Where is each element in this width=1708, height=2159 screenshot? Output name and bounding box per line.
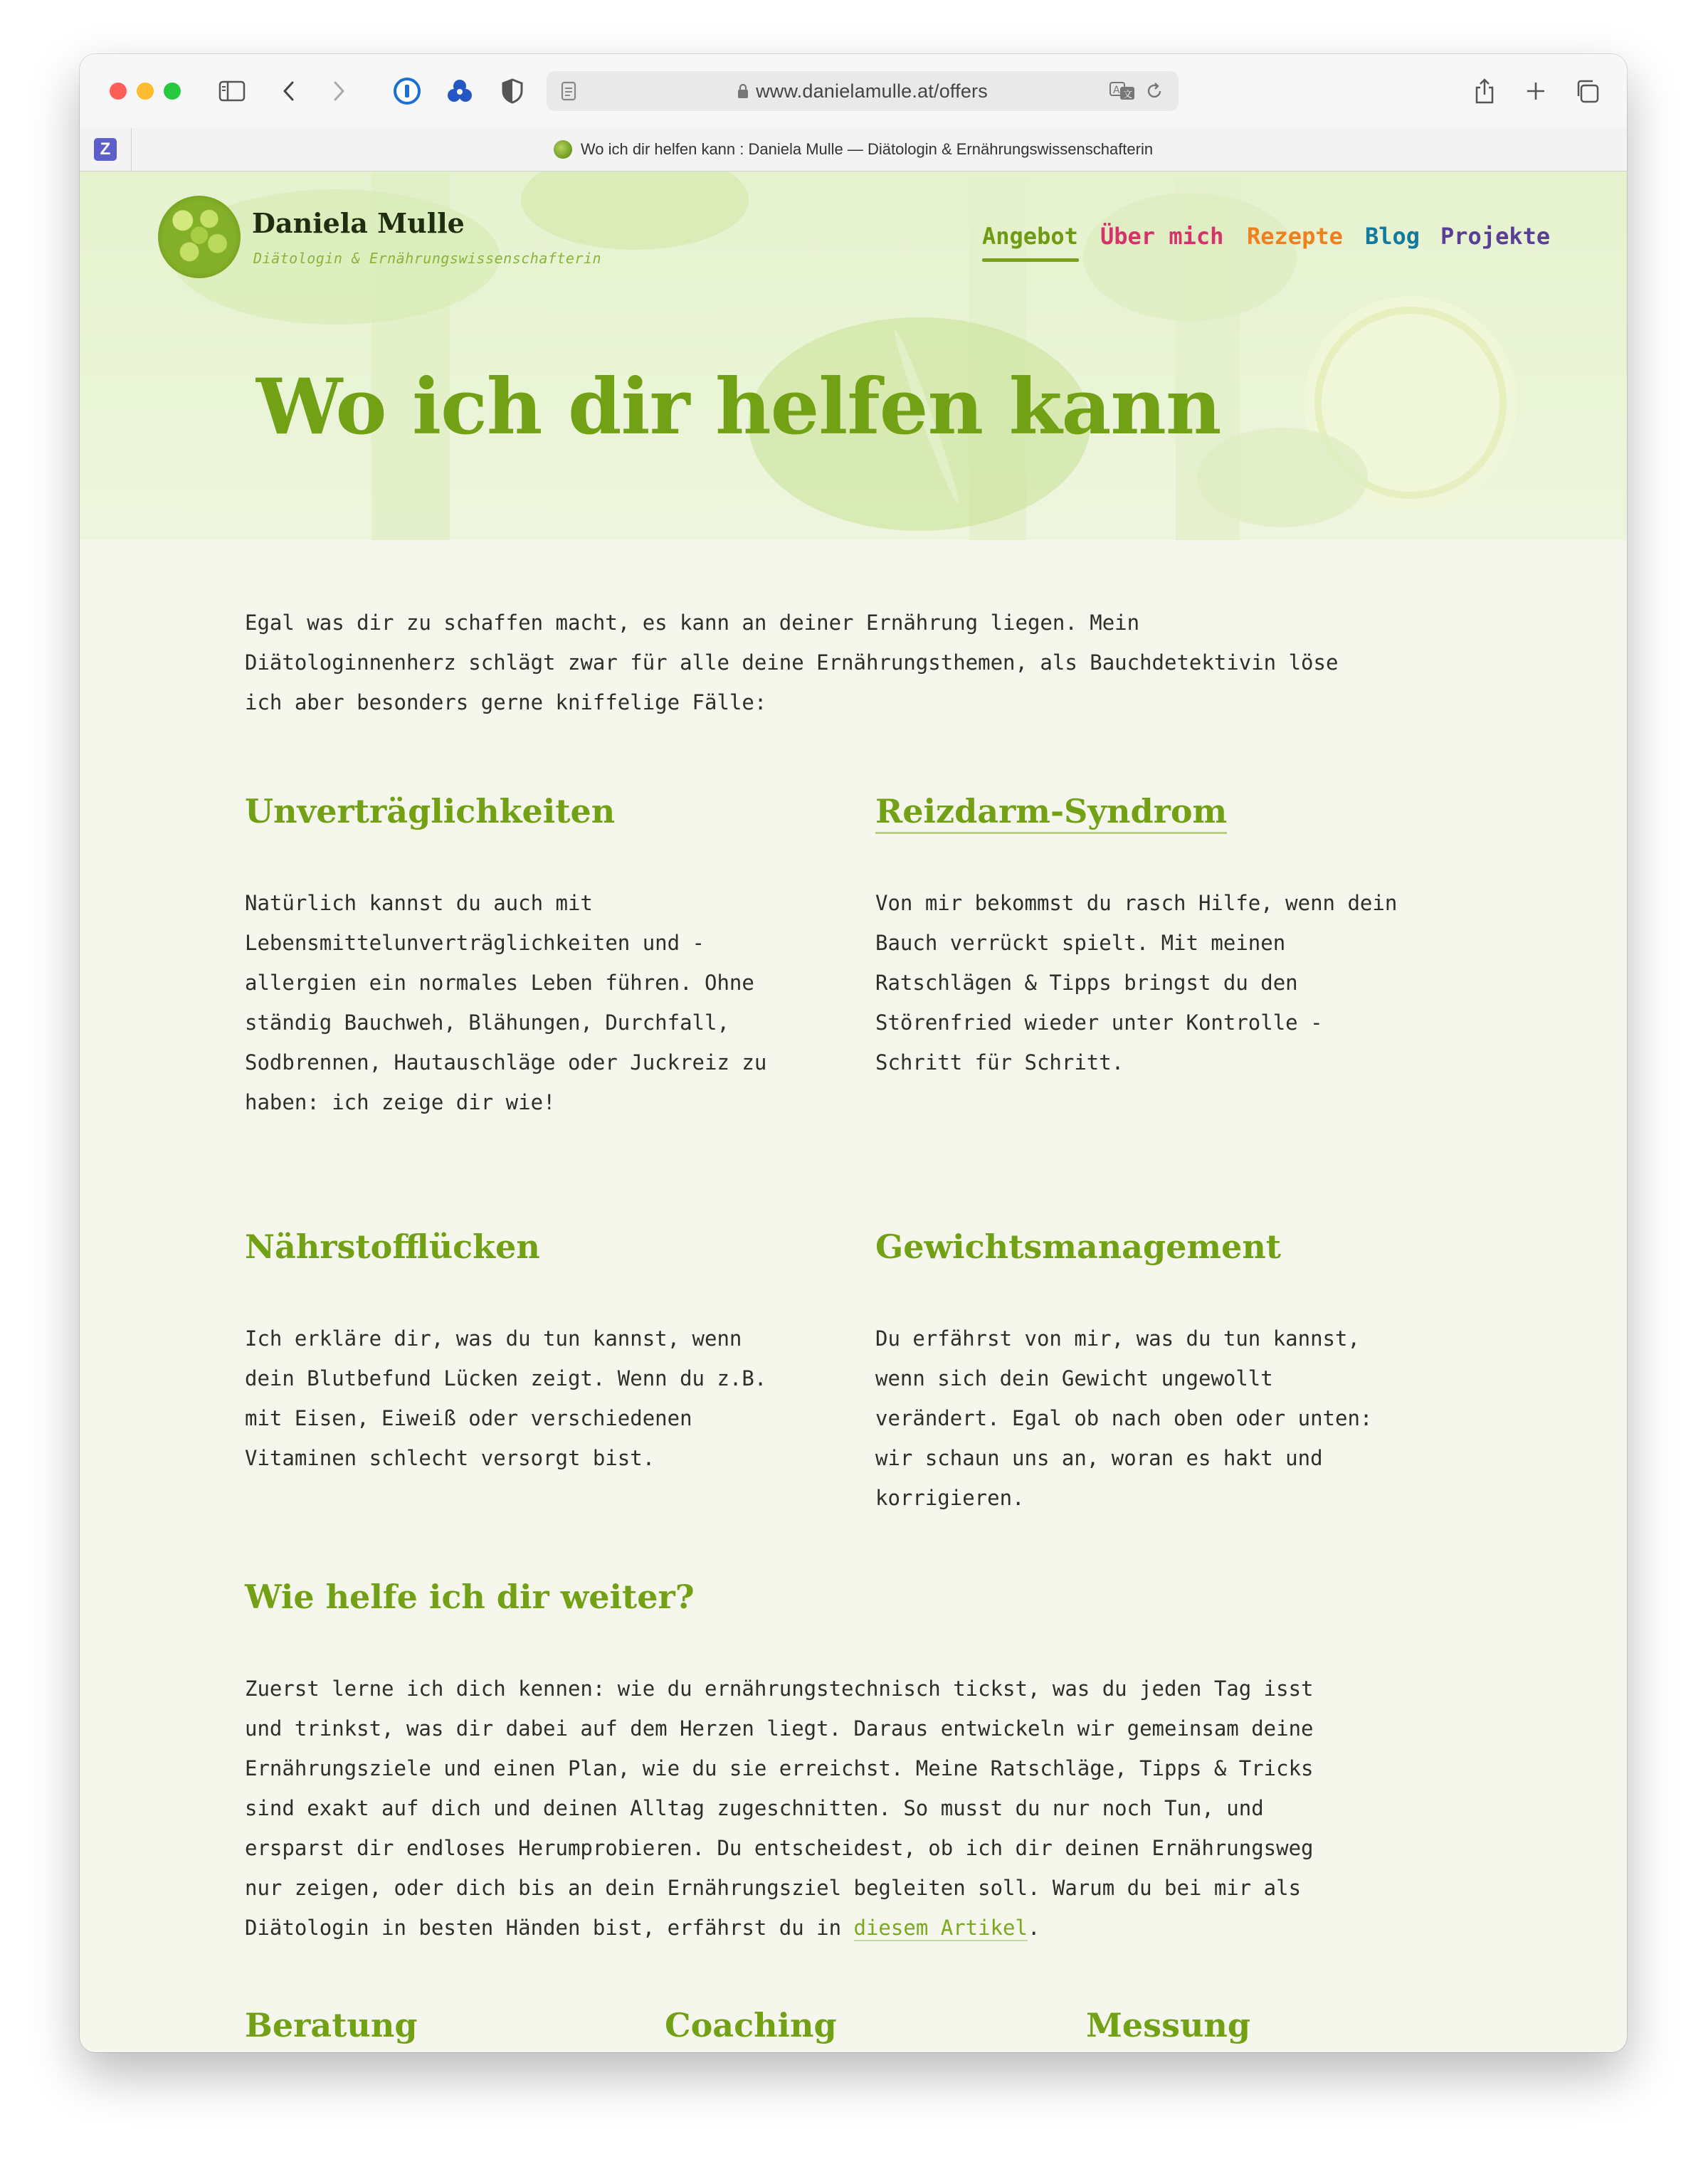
forward-chevron-icon[interactable] — [323, 75, 354, 107]
pinned-tab-icon: Z — [94, 138, 117, 161]
text-fragment: . — [1027, 1916, 1040, 1940]
unvertraeglichkeiten-text — [245, 883, 766, 1122]
reizdarm-text — [875, 883, 1397, 1082]
sidebar-icon[interactable] — [216, 75, 248, 107]
active-tab[interactable] — [80, 128, 1627, 171]
text-line: allergien ein normales Leben führen. Ohne — [245, 971, 754, 995]
active-nav-indicator — [982, 258, 1079, 262]
tab-bar — [80, 128, 1627, 171]
heading-beratung: Beratung — [245, 2006, 418, 2044]
intro-line: Egal was dir zu schaffen macht, es kann an deiner Ernährung liegen. Mein — [245, 611, 1140, 635]
extension-icon[interactable] — [444, 75, 475, 107]
text-line: Ich erkläre dir, was du tun kannst, wenn — [245, 1326, 742, 1351]
new-tab-plus-icon[interactable] — [1520, 75, 1551, 107]
text-line: Von mir bekommst du rasch Hilfe, wenn dein — [875, 891, 1398, 915]
article-link[interactable]: diesem Artikel — [853, 1916, 1028, 1940]
text-line: Störenfried wieder unter Kontrolle - — [875, 1010, 1323, 1035]
text-line: nur zeigen, oder dich bis an dein Ernährungsziel begleiten soll. Warum du bei mir als — [245, 1876, 1302, 1900]
text-line: dein Blutbefund Lücken zeigt. Wenn du z.B. — [245, 1366, 767, 1390]
intro-line: Diätologinnenherz schlägt zwar für alle deine Ernährungsthemen, als Bauchdetektivin löse — [245, 650, 1339, 675]
help-paragraph — [245, 1669, 1314, 1948]
share-icon[interactable] — [1469, 75, 1500, 107]
intro-line: ich aber besonders gerne kniffelige Fälle: — [245, 690, 767, 714]
text-line: Vitaminen schlecht versorgt bist. — [245, 1446, 655, 1470]
nav-projekte[interactable]: Projekte — [1440, 223, 1551, 250]
text-line: Sodbrennen, Hautauschläge oder Juckreiz zu — [245, 1050, 767, 1075]
close-window-button[interactable] — [110, 83, 127, 100]
text-line: Schritt für Schritt. — [875, 1050, 1124, 1075]
gewichtsmanagement-text — [875, 1319, 1372, 1518]
text-line: Ernährungsziele und einen Plan, wie du sie erreichst. Meine Ratschläge, Tipps & Tricks — [245, 1756, 1314, 1780]
text-line: Natürlich kannst du auch mit — [245, 891, 593, 915]
heading-messung: Messung — [1086, 2006, 1251, 2044]
browser-toolbar — [80, 54, 1627, 129]
back-chevron-icon[interactable] — [273, 75, 305, 107]
naehrstoffluecken-text — [245, 1319, 766, 1478]
text-line: korrigieren. — [875, 1486, 1025, 1510]
url-text — [547, 71, 1179, 111]
address-bar[interactable] — [547, 71, 1179, 111]
text-line: Du erfährst von mir, was du tun kannst, — [875, 1326, 1360, 1351]
svg-text:文: 文 — [1123, 90, 1133, 100]
translate-icon[interactable] — [1109, 80, 1137, 106]
text-line: ständig Bauchweh, Blähungen, Durchfall, — [245, 1010, 729, 1035]
text-line: und trinkst, was dir dabei auf dem Herzen liegt. Daraus entwickeln wir gemeinsam deine — [245, 1716, 1314, 1741]
password-manager-icon[interactable] — [391, 75, 423, 107]
reload-icon[interactable] — [1144, 81, 1164, 105]
text-line: Ratschlägen & Tipps bringst du den — [875, 971, 1298, 995]
text-line: haben: ich zeige dir wie! — [245, 1090, 556, 1114]
nav-ueber-mich[interactable]: Über mich — [1100, 223, 1224, 250]
text-line: ersparst dir endloses Herumprobieren. Du entscheidest, ob ich dir deinen Ernährungsweg — [245, 1836, 1314, 1860]
text-line: sind exakt auf dich und deinen Alltag zugeschnitten. So musst du nur noch Tun, und — [245, 1796, 1264, 1820]
page-title: Wo ich dir helfen kann — [256, 362, 1221, 452]
nav-angebot[interactable]: Angebot — [982, 223, 1078, 250]
site-tagline: Diätologin & Ernährungswissenschafterin — [253, 250, 602, 267]
zoom-window-button[interactable] — [164, 83, 181, 100]
text-line: wenn sich dein Gewicht ungewollt — [875, 1366, 1273, 1390]
heading-wie-helfe-ich: Wie helfe ich dir weiter? — [245, 1578, 695, 1616]
romanesco-favicon-icon — [554, 140, 572, 159]
url-label: www.danielamulle.at/offers — [756, 80, 988, 102]
text-line: wir schaun uns an, woran es hakt und — [875, 1446, 1323, 1470]
text-line: verändert. Egal ob nach oben oder unten: — [875, 1406, 1373, 1430]
heading-reizdarm-link[interactable]: Reizdarm-Syndrom — [875, 792, 1227, 834]
text-line: Lebensmittelunverträglichkeiten und - — [245, 931, 705, 955]
heading-gewichtsmanagement: Gewichtsmanagement — [875, 1228, 1282, 1266]
text-line: Bauch verrückt spielt. Mit meinen — [875, 931, 1286, 955]
text-line: Zuerst lerne ich dich kennen: wie du ernährungstechnisch tickst, was du jeden Tag isst — [245, 1677, 1314, 1701]
tab-title: Wo ich dir helfen kann : Daniela Mulle — Diätologin & Ernährungswissenschafterin — [580, 140, 1154, 158]
heading-coaching: Coaching — [665, 2006, 837, 2044]
privacy-shield-icon[interactable] — [497, 75, 528, 107]
text-line: mit Eisen, Eiweiß oder verschiedenen — [245, 1406, 692, 1430]
site-name[interactable]: Daniela Mulle — [252, 207, 465, 239]
svg-text:A: A — [1113, 85, 1120, 96]
intro-paragraph — [245, 603, 1338, 722]
heading-naehrstoffluecken: Nährstofflücken — [245, 1228, 540, 1266]
nav-rezepte[interactable]: Rezepte — [1247, 223, 1343, 250]
hero-banner — [80, 171, 1627, 540]
lock-icon — [737, 73, 749, 112]
heading-unvertraeglichkeiten: Unverträglichkeiten — [245, 792, 616, 830]
romanesco-logo[interactable] — [158, 196, 241, 278]
tab-overview-icon[interactable] — [1571, 75, 1603, 107]
text-fragment: Diätologin in besten Händen bist, erfährst du in — [245, 1916, 854, 1940]
web-page — [80, 171, 1627, 2052]
nav-blog[interactable]: Blog — [1365, 223, 1420, 250]
browser-window — [80, 54, 1627, 2052]
text-line — [245, 1908, 1314, 1948]
minimize-window-button[interactable] — [137, 83, 154, 100]
